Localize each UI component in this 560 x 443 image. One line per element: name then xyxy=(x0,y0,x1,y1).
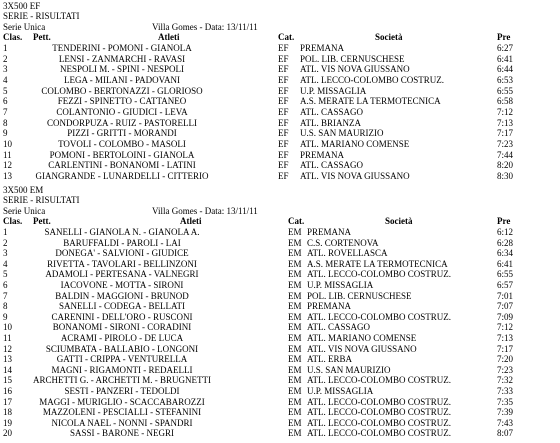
category-cell: EM xyxy=(288,269,302,280)
time-cell: 8:30 xyxy=(497,170,514,181)
time-cell: 7:23 xyxy=(497,138,514,149)
venue-date: Villa Gomes - Data: 13/11/11 xyxy=(152,206,258,216)
table-row xyxy=(0,429,560,439)
category-cell: EM xyxy=(288,354,302,365)
athletes-cell: SANELLI - GIANOLA N. - GIANOLA A. xyxy=(44,227,200,237)
rank-cell: 12 xyxy=(3,160,12,171)
club-cell: ATL. CASSAGO xyxy=(300,106,364,117)
table-row xyxy=(0,292,560,302)
table-row xyxy=(0,151,560,161)
section-title: 3X500 EF xyxy=(3,1,41,11)
club-cell: PREMANA xyxy=(300,149,345,160)
category-cell: EF xyxy=(278,138,289,149)
club-cell: ATL. ROVELLASCA xyxy=(307,248,388,259)
table-row xyxy=(0,239,560,249)
rank-cell: 1 xyxy=(3,227,8,237)
table-row xyxy=(0,408,560,418)
table-row xyxy=(0,419,560,429)
category-cell: EM xyxy=(288,333,302,343)
time-cell: 6:55 xyxy=(497,85,514,96)
time-cell: 7:13 xyxy=(497,117,514,128)
time-cell: 6:44 xyxy=(497,64,514,75)
club-cell: ATL. LECCO-COLOMBO COSTRUZ. xyxy=(307,375,452,386)
athletes-cell: CONDORPUZA - RUIZ - PASTORELLI xyxy=(46,117,197,128)
time-cell: 7:23 xyxy=(497,364,514,375)
rank-cell: 20 xyxy=(3,428,12,439)
category-cell: EF xyxy=(278,106,289,117)
table-row xyxy=(0,355,560,365)
table-row xyxy=(0,345,560,355)
time-cell: 8:07 xyxy=(497,428,514,439)
time-cell: 7:43 xyxy=(497,417,514,428)
table-row xyxy=(0,65,560,75)
club-cell: POL. LIB. CERNUSCHESE xyxy=(300,53,405,64)
table-header xyxy=(0,33,560,43)
header-clas: Clas. xyxy=(3,32,23,42)
club-cell: ATL. CASSAGO xyxy=(300,160,364,171)
rank-cell: 15 xyxy=(3,375,12,386)
category-cell: EM xyxy=(288,428,302,439)
category-cell: EM xyxy=(288,364,302,375)
club-cell: PREMANA xyxy=(307,301,352,312)
athletes-cell: ACRAMI - PIROLO - DE LUCA xyxy=(60,333,184,343)
athletes-cell: TOVOLI - COLOMBO - MASOLI xyxy=(58,138,186,149)
category-cell: EM xyxy=(288,343,302,354)
club-cell: C.S. CORTENOVA xyxy=(307,237,379,248)
category-cell: EM xyxy=(288,280,302,290)
athletes-cell: RIVETTA - TAVOLARI - BELLINZONI xyxy=(47,258,197,269)
venue-date: Villa Gomes - Data: 13/11/11 xyxy=(152,22,258,32)
header-atleti: Atleti xyxy=(158,32,180,42)
table-row xyxy=(0,44,560,54)
time-cell: 7:07 xyxy=(497,301,514,312)
time-cell: 6:58 xyxy=(497,96,514,107)
time-cell: 7:39 xyxy=(497,407,514,418)
athletes-cell: BARUFFALDI - PAROLI - LAI xyxy=(63,237,181,248)
athletes-cell: ARCHETTI G. - ARCHETTI M. - BRUGNETTI xyxy=(33,375,211,386)
section-subtitle: SERIE - RISULTATI xyxy=(3,195,80,205)
rank-cell: 10 xyxy=(3,322,12,333)
time-cell: 7:13 xyxy=(497,333,514,343)
time-cell: 6:34 xyxy=(497,248,514,259)
table-header xyxy=(0,217,560,227)
category-cell: EM xyxy=(288,417,302,428)
category-cell: EM xyxy=(288,237,302,248)
rank-cell: 3 xyxy=(3,248,8,259)
table-row xyxy=(0,376,560,386)
rank-cell: 19 xyxy=(3,417,12,428)
rank-cell: 18 xyxy=(3,407,12,418)
category-cell: EM xyxy=(288,396,302,407)
time-cell: 7:12 xyxy=(497,106,514,117)
club-cell: U.P. MISSAGLIA xyxy=(307,280,374,290)
club-cell: ATL. VIS NOVA GIUSSANO xyxy=(300,170,410,181)
time-cell: 7:32 xyxy=(497,375,514,386)
rank-cell: 4 xyxy=(3,74,8,85)
rank-cell: 5 xyxy=(3,269,8,280)
time-cell: 7:20 xyxy=(497,354,514,365)
rank-cell: 13 xyxy=(3,170,12,181)
rank-cell: 8 xyxy=(3,117,8,128)
header-pre: Pre xyxy=(497,32,511,42)
club-cell: ATL. BRIANZA xyxy=(300,117,361,128)
rank-cell: 14 xyxy=(3,364,12,375)
category-cell: EF xyxy=(278,149,289,160)
table-row xyxy=(0,161,560,171)
rank-cell: 16 xyxy=(3,386,12,396)
table-row xyxy=(0,366,560,376)
athletes-cell: BALDIN - MAGGIONI - BRUNOD xyxy=(55,290,189,301)
table-row xyxy=(0,323,560,333)
time-cell: 7:35 xyxy=(497,396,514,407)
club-cell: ATL. CASSAGO xyxy=(307,322,371,333)
header-pre: Pre xyxy=(497,216,511,226)
table-row xyxy=(0,172,560,182)
athletes-cell: MAGGI - MURIGLIO - SCACCABAROZZI xyxy=(39,396,205,407)
athletes-cell: CARLENTINI - BONANOMI - LATINI xyxy=(48,160,196,171)
table-row xyxy=(0,140,560,150)
category-cell: EF xyxy=(278,170,289,181)
category-cell: EF xyxy=(278,74,289,85)
category-cell: EM xyxy=(288,311,302,322)
table-row xyxy=(0,129,560,139)
rank-cell: 1 xyxy=(3,43,8,53)
section-subtitle: SERIE - RISULTATI xyxy=(3,11,80,21)
table-row xyxy=(0,76,560,86)
rank-cell: 11 xyxy=(3,149,12,160)
athletes-cell: SASSI - BARONE - NEGRI xyxy=(69,428,174,439)
club-cell: PREMANA xyxy=(307,227,352,237)
category-cell: EM xyxy=(288,301,302,312)
athletes-cell: PIZZI - GRITTI - MORANDI xyxy=(67,128,177,139)
club-cell: U.P. MISSAGLIA xyxy=(307,386,374,396)
rank-cell: 3 xyxy=(3,64,8,75)
club-cell: ATL. LECCO-COLOMBO COSTRUZ. xyxy=(307,407,452,418)
rank-cell: 12 xyxy=(3,343,12,354)
time-cell: 8:20 xyxy=(497,160,514,171)
table-row xyxy=(0,387,560,397)
rank-cell: 11 xyxy=(3,333,12,343)
table-row xyxy=(0,302,560,312)
athletes-cell: LENSI - ZANMARCHI - RAVASI xyxy=(58,53,186,64)
athletes-cell: MAZZOLENI - PESCIALLI - STEFANINI xyxy=(42,407,202,418)
time-cell: 7:17 xyxy=(497,343,514,354)
category-cell: EM xyxy=(288,375,302,386)
athletes-cell: CARENINI - DELL'ORO - RUSCONI xyxy=(51,311,193,322)
club-cell: ATL. LECCO-COLOMBO COSTRUZ. xyxy=(307,428,452,439)
athletes-cell: NICOLA NAEL - NONNI - SPANDRI xyxy=(51,417,193,428)
athletes-cell: NESPOLI M. - SPINI - NESPOLI xyxy=(59,64,184,75)
rank-cell: 2 xyxy=(3,53,8,64)
rank-cell: 8 xyxy=(3,301,8,312)
rank-cell: 10 xyxy=(3,138,12,149)
table-row xyxy=(0,398,560,408)
category-cell: EF xyxy=(278,85,289,96)
table-row xyxy=(0,249,560,259)
section-title: 3X500 EM xyxy=(3,185,44,195)
athletes-cell: IACOVONE - MOTTA - SIRONI xyxy=(60,280,184,290)
athletes-cell: MAGNI - RIGAMONTI - REDAELLI xyxy=(51,364,193,375)
time-cell: 7:12 xyxy=(497,322,514,333)
club-cell: U.P. MISSAGLIA xyxy=(300,85,367,96)
athletes-cell: LEGA - MILANI - PADOVANI xyxy=(64,74,180,85)
athletes-cell: COLANTONIO - GIUDICI - LEVA xyxy=(56,106,188,117)
category-cell: EM xyxy=(288,407,302,418)
athletes-cell: DONEGA' - SALVIONI - GIUDICE xyxy=(55,248,189,259)
table-row xyxy=(0,119,560,129)
athletes-cell: SESTI - PANZERI - TEDOLDI xyxy=(64,386,180,396)
club-cell: ATL. VIS NOVA GIUSSANO xyxy=(307,343,417,354)
table-row xyxy=(0,260,560,270)
club-cell: ATL. LECCO-COLOMBO COSTRUZ. xyxy=(300,74,445,85)
serie-label: Serie Unica xyxy=(3,22,46,32)
time-cell: 7:44 xyxy=(497,149,514,160)
time-cell: 7:01 xyxy=(497,290,514,301)
time-cell: 6:27 xyxy=(497,43,514,53)
athletes-cell: SANELLI - CODEGA - BELLATI xyxy=(59,301,185,312)
serie-label: Serie Unica xyxy=(3,206,46,216)
header-clas: Clas. xyxy=(3,216,23,226)
club-cell: PREMANA xyxy=(300,43,345,53)
club-cell: ATL. LECCO-COLOMBO COSTRUZ. xyxy=(307,311,452,322)
club-cell: ATL. LECCO-COLOMBO COSTRUZ. xyxy=(307,417,452,428)
header-cat: Cat. xyxy=(288,216,305,226)
rank-cell: 4 xyxy=(3,258,8,269)
athletes-cell: FEZZI - SPINETTO - CATTANEO xyxy=(57,96,187,107)
club-cell: ATL. ERBA xyxy=(307,354,352,365)
header-pett: Pett. xyxy=(33,32,51,42)
athletes-cell: GIANGRANDE - LUNARDELLI - CITTERIO xyxy=(35,170,209,181)
category-cell: EF xyxy=(278,128,289,139)
rank-cell: 2 xyxy=(3,237,8,248)
category-cell: EF xyxy=(278,43,289,53)
rank-cell: 9 xyxy=(3,311,8,322)
time-cell: 6:28 xyxy=(497,237,514,248)
time-cell: 7:33 xyxy=(497,386,514,396)
rank-cell: 9 xyxy=(3,128,8,139)
rank-cell: 13 xyxy=(3,354,12,365)
category-cell: EM xyxy=(288,290,302,301)
category-cell: EM xyxy=(288,258,302,269)
athletes-cell: POMONI - BERTOLOINI - GIANOLA xyxy=(49,149,195,160)
time-cell: 6:41 xyxy=(497,53,514,64)
club-cell: ATL. LECCO-COLOMBO COSTRUZ. xyxy=(307,396,452,407)
time-cell: 6:41 xyxy=(497,258,514,269)
athletes-cell: COLOMBO - BERTONAZZI - GLORIOSO xyxy=(41,85,203,96)
time-cell: 6:53 xyxy=(497,74,514,85)
header-societa: Società xyxy=(385,216,413,226)
club-cell: A.S. MERATE LA TERMOTECNICA xyxy=(307,258,448,269)
club-cell: U.S. SAN MAURIZIO xyxy=(300,128,384,139)
table-row xyxy=(0,281,560,291)
header-pett: Pett. xyxy=(33,216,51,226)
rank-cell: 5 xyxy=(3,85,8,96)
club-cell: POL. LIB. CERNUSCHESE xyxy=(307,290,412,301)
category-cell: EM xyxy=(288,227,302,237)
athletes-cell: ADAMOLI - PERTESANA - VALNEGRI xyxy=(45,269,199,280)
category-cell: EF xyxy=(278,117,289,128)
club-cell: ATL. LECCO-COLOMBO COSTRUZ. xyxy=(307,269,452,280)
header-atleti: Atleti xyxy=(180,216,202,226)
rank-cell: 7 xyxy=(3,106,8,117)
category-cell: EF xyxy=(278,96,289,107)
rank-cell: 7 xyxy=(3,290,8,301)
category-cell: EF xyxy=(278,53,289,64)
club-cell: ATL. VIS NOVA GIUSSANO xyxy=(300,64,410,75)
athletes-cell: TENDERINI - POMONI - GIANOLA xyxy=(52,43,192,53)
time-cell: 7:17 xyxy=(497,128,514,139)
category-cell: EF xyxy=(278,64,289,75)
category-cell: EM xyxy=(288,248,302,259)
table-row xyxy=(0,55,560,65)
time-cell: 6:55 xyxy=(497,269,514,280)
table-row xyxy=(0,334,560,344)
rank-cell: 6 xyxy=(3,96,8,107)
table-row xyxy=(0,313,560,323)
header-societa: Società xyxy=(375,32,403,42)
category-cell: EM xyxy=(288,322,302,333)
club-cell: ATL. MARIANO COMENSE xyxy=(300,138,410,149)
table-row xyxy=(0,97,560,107)
athletes-cell: BONANOMI - SIRONI - CORADINI xyxy=(52,322,192,333)
table-row xyxy=(0,87,560,97)
table-row xyxy=(0,108,560,118)
time-cell: 6:12 xyxy=(497,227,514,237)
athletes-cell: SCIUMBATA - BALLABIO - LONGONI xyxy=(45,343,199,354)
header-cat: Cat. xyxy=(278,32,295,42)
rank-cell: 6 xyxy=(3,280,8,290)
club-cell: ATL. MARIANO COMENSE xyxy=(307,333,417,343)
rank-cell: 17 xyxy=(3,396,12,407)
category-cell: EM xyxy=(288,386,302,396)
club-cell: U.S. SAN MAURIZIO xyxy=(307,364,391,375)
club-cell: A.S. MERATE LA TERMOTECNICA xyxy=(300,96,441,107)
table-row xyxy=(0,270,560,280)
time-cell: 6:57 xyxy=(497,280,514,290)
category-cell: EF xyxy=(278,160,289,171)
time-cell: 7:09 xyxy=(497,311,514,322)
table-row xyxy=(0,228,560,238)
athletes-cell: GATTI - CRIPPA - VENTURELLA xyxy=(56,354,188,365)
